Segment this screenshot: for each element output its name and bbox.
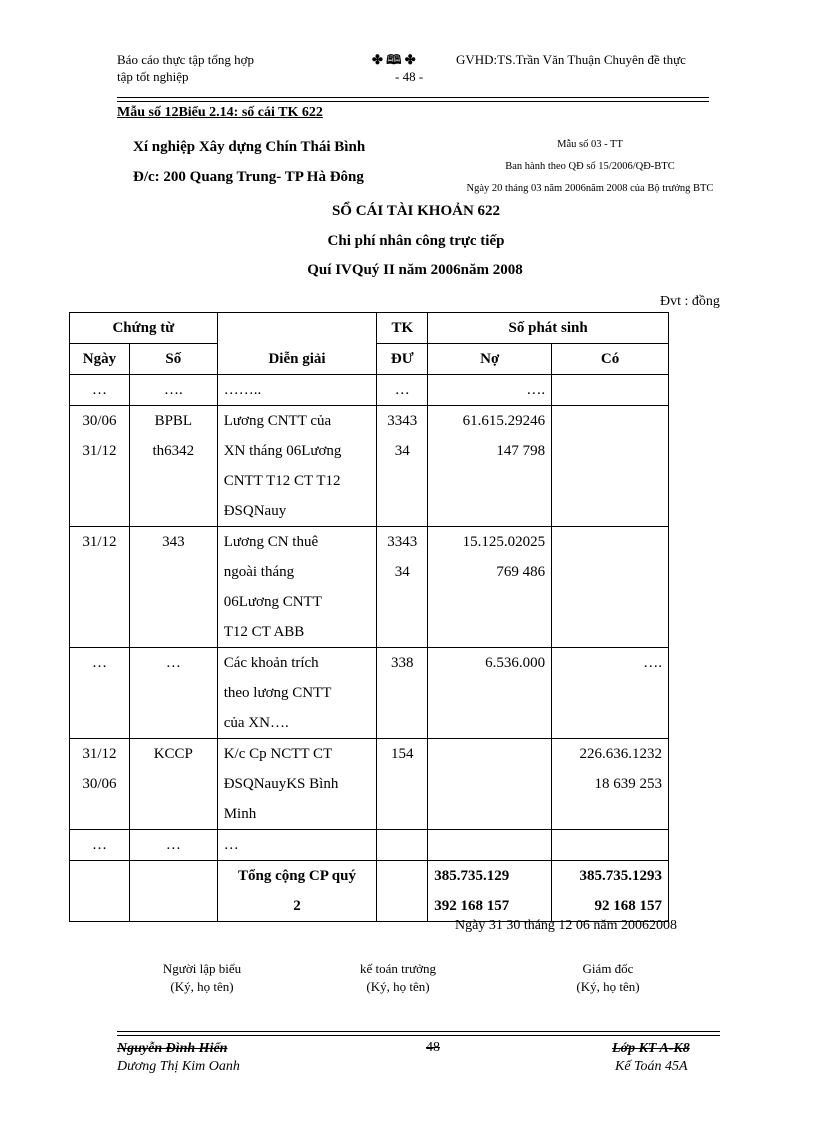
cell-co [552, 830, 669, 861]
cell-tk: 154 [377, 739, 428, 830]
footer-rule-bottom [117, 1035, 720, 1036]
cell-dien-giai: … [217, 830, 377, 861]
signature-director-role: Giám đốc [582, 961, 634, 976]
date-line: Ngày 31 30 tháng 12 06 năm 20062008 [455, 918, 678, 933]
signature-chief-role: kế toán trưởng [359, 961, 436, 976]
cell-co [552, 527, 669, 648]
cell-tk: 3343 34 [377, 527, 428, 648]
table-row [70, 406, 669, 527]
col-so-header: Số [129, 344, 217, 375]
cell-so: …. [129, 375, 217, 406]
signature-chief-note: (Ký, họ tên) [366, 979, 430, 994]
total-ngay [70, 861, 130, 922]
form-reference [430, 134, 750, 200]
total-row [70, 861, 669, 922]
footer-class2: Kế Toán 45A [615, 1059, 688, 1074]
header-row-1 [70, 313, 669, 344]
col-chungtu-header: Chứng từ [70, 313, 218, 344]
col-diengiai-header: Diễn giải [217, 313, 377, 375]
header-left-line1: Báo cáo thực tập tổng hợp [117, 52, 255, 67]
cell-co: 226.636.1232 18 639 253 [552, 739, 669, 830]
table-row [70, 527, 669, 648]
signature-preparer-role: Người lập biểu [162, 961, 242, 976]
footer-author1: Nguyễn Đình Hiển [117, 1041, 228, 1056]
cell-so: KCCP [129, 739, 217, 830]
cell-dien-giai: …….. [217, 375, 377, 406]
cell-so: … [129, 830, 217, 861]
ledger-subtitle: Chi phí nhân công trực tiếp [327, 233, 505, 249]
total-tk [377, 861, 428, 922]
footer-class1: Lớp KT A-K8 [612, 1041, 690, 1056]
company-address: Đ/c: 200 Quang Trung- TP Hà Đông [133, 169, 364, 185]
cell-ngay: 31/12 [70, 527, 130, 648]
cell-dien-giai: K/c Cp NCTT CT ĐSQNauyKS Bình Minh [217, 739, 377, 830]
cell-ngay: 31/12 30/06 [70, 739, 130, 830]
footer-author2: Dương Thị Kim Oanh [117, 1059, 240, 1074]
table-row [70, 375, 669, 406]
cell-dien-giai: Các khoản trích theo lương CNTT của XN…. [217, 648, 377, 739]
col-ngay-header: Ngày [70, 344, 130, 375]
ledger-title: SỔ CÁI TÀI KHOẢN 622 [331, 203, 501, 219]
cell-tk: … [377, 375, 428, 406]
header-left-line2: tập tốt nghiệp [117, 69, 189, 84]
form-ref-line2: Ban hành theo QĐ số 15/2006/QĐ-BTC [505, 161, 675, 172]
cell-no [428, 830, 552, 861]
cell-tk: 3343 34 [377, 406, 428, 527]
table-row [70, 648, 669, 739]
cell-dien-giai: Lương CNTT của XN tháng 06Lương CNTT T12 CT T12 ĐSQNauy [217, 406, 377, 527]
cell-tk [377, 830, 428, 861]
cell-no: 61.615.29246 147 798 [428, 406, 552, 527]
total-label: Tổng cộng CP quý 2 [217, 861, 377, 922]
signature-director [528, 960, 688, 996]
col-sophatsinh-header: Số phát sinh [428, 313, 669, 344]
company-name: Xí nghiệp Xây dựng Chín Thái Bình [133, 139, 366, 155]
col-co-header: Có [552, 344, 669, 375]
cell-tk: 338 [377, 648, 428, 739]
header-left [117, 51, 254, 85]
cell-dien-giai: Lương CN thuê ngoài tháng 06Lương CNTT T12 CT ABB [217, 527, 377, 648]
cell-co [552, 375, 669, 406]
col-du-header: ĐƯ [377, 344, 428, 375]
cell-ngay: … [70, 830, 130, 861]
cell-no: 15.125.02025 769 486 [428, 527, 552, 648]
header-rule-top [117, 97, 709, 98]
header-page-marker: - 48 - [395, 69, 424, 84]
total-so [129, 861, 217, 922]
cell-so: … [129, 648, 217, 739]
header-right-line1: GVHD:TS.Trần Văn Thuận Chuyên đề thực [456, 52, 686, 67]
cell-ngay: 30/06 31/12 [70, 406, 130, 527]
currency-unit: Đvt : đồng [660, 294, 720, 309]
form-ref-line1: Mẫu số 03 - TT [557, 139, 623, 150]
table-row [70, 739, 669, 830]
cell-no [428, 739, 552, 830]
cell-no: 6.536.000 [428, 648, 552, 739]
cell-co: …. [552, 648, 669, 739]
cell-ngay: … [70, 375, 130, 406]
signature-chief-accountant [318, 960, 478, 996]
cell-ngay: … [70, 648, 130, 739]
form-label: Mẫu số 12Biểu 2.14: số cái TK 622 [117, 105, 323, 120]
cell-co [552, 406, 669, 527]
footer-rule-top [117, 1031, 720, 1032]
signature-preparer-note: (Ký, họ tên) [170, 979, 234, 994]
col-tk-header: TK [377, 313, 428, 344]
header-rule-bottom [117, 101, 709, 102]
cell-so: BPBL th6342 [129, 406, 217, 527]
col-no-header: Nợ [428, 344, 552, 375]
total-no: 385.735.129 392 168 157 [428, 861, 552, 922]
book-ornament-icon: ✤ 🕮 ✤ [372, 52, 416, 67]
total-co: 385.735.1293 92 168 157 [552, 861, 669, 922]
signature-preparer [122, 960, 282, 996]
cell-no: …. [428, 375, 552, 406]
ledger-table [69, 312, 669, 922]
form-ref-line3: Ngày 20 tháng 03 năm 2006năm 2008 của Bộ trưởng BTC [466, 183, 714, 194]
table-row [70, 830, 669, 861]
footer-page-num: 48 [426, 1040, 440, 1055]
signature-director-note: (Ký, họ tên) [576, 979, 640, 994]
cell-so: 343 [129, 527, 217, 648]
ledger-period: Quí IVQuý II năm 2006năm 2008 [307, 262, 523, 278]
